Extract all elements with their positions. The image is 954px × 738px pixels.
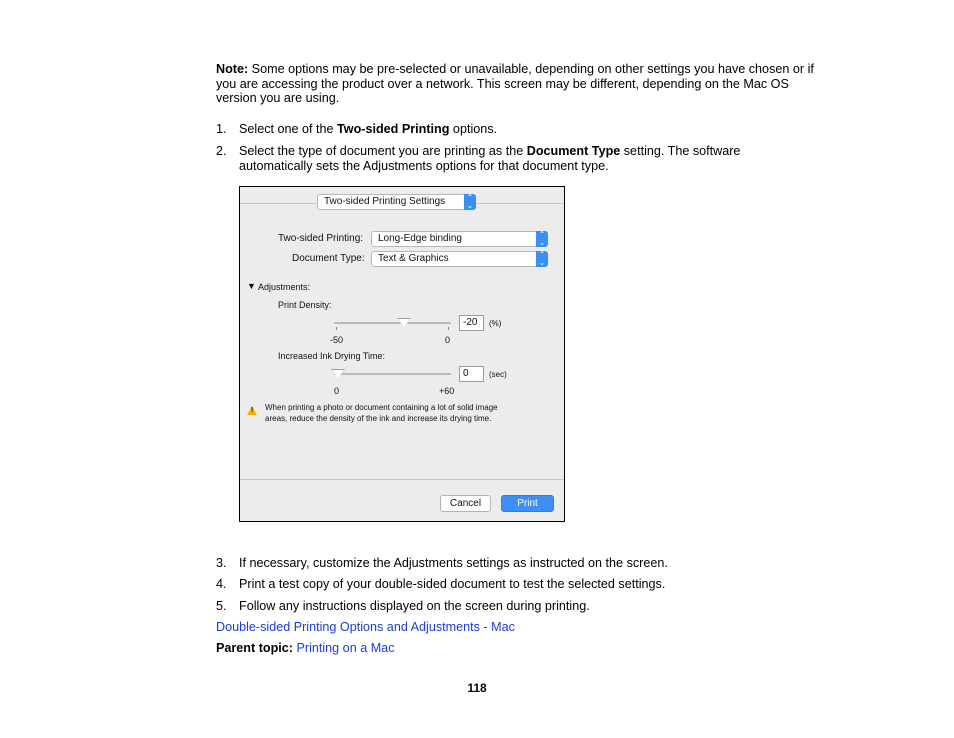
step-number: 2. [216,144,227,158]
drying-time-label: Increased Ink Drying Time: [278,351,386,361]
chevron-updown-icon: ⌃ ⌄ [536,251,548,267]
two-sided-value: Long-Edge binding [378,233,462,244]
drying-time-thumb[interactable] [332,370,344,379]
settings-popup[interactable] [317,194,476,210]
chevron-updown-icon: ⌃ ⌄ [464,194,476,210]
step-text: Print a test copy of your double-sided document to test the selected settings. [239,577,666,591]
related-topic-link[interactable]: Double-sided Printing Options and Adjustments - Mac [216,620,515,634]
step-number: 4. [216,577,227,591]
print-button[interactable]: Print [501,495,554,512]
print-density-thumb[interactable] [398,319,410,328]
step-text [239,122,799,137]
drying-time-unit: (sec) [489,370,507,379]
cancel-button[interactable]: Cancel [440,495,491,512]
step-text-bold: Two-sided Printing [337,122,450,136]
warning-icon-mark: ! [251,407,254,414]
parent-topic-label: Parent topic: [216,641,293,655]
drying-time-max: +60 [439,386,455,396]
document-type-value: Text & Graphics [378,253,449,264]
page-number: 118 [467,681,487,695]
divider [240,479,564,480]
drying-time-field[interactable]: 0 [459,366,484,382]
settings-popup-label: Two-sided Printing Settings [324,196,446,207]
document-type-label: Document Type: [292,253,365,264]
print-dialog-screenshot [239,186,565,522]
step-number: 1. [216,122,227,136]
parent-topic-link[interactable]: Printing on a Mac [296,641,395,655]
two-sided-popup[interactable] [371,231,548,247]
step-number: 5. [216,599,227,613]
document-type-popup[interactable] [371,251,548,267]
chevron-updown-icon: ⌃ ⌄ [536,231,548,247]
tick-mark [336,327,337,330]
drying-time-min: 0 [334,386,340,396]
step-text-bold: Document Type [526,144,621,158]
divider [240,203,316,204]
adjustments-label: Adjustments: [258,282,311,292]
step-number: 3. [216,556,227,570]
note-label: Note: [216,62,249,76]
tick-mark [448,327,449,330]
note-paragraph [216,62,820,106]
divider [476,203,564,204]
step-text: Follow any instructions displayed on the screen during printing. [239,599,590,613]
note-text: Some options may be pre-selected or unavailable, depending on other settings you have chosen or if you are accessing the product over a network. This screen may be different, depending on the Mac OS version you are using. [216,62,814,106]
warning-text-line-1: When printing a photo or document containing a lot of solid image [265,403,498,412]
related-topic [216,620,515,634]
warning-text-line-2: areas, reduce the density of the ink and increase its drying time. [265,414,492,423]
step-text [239,144,769,173]
disclosure-triangle-icon[interactable]: ▼ [247,281,256,291]
step-text-pre: Select the type of document you are printing as the [239,144,527,158]
print-density-label: Print Density: [278,300,332,310]
print-density-unit: (%) [489,319,502,328]
print-density-field[interactable]: -20 [459,315,484,331]
print-density-slider[interactable] [334,322,451,324]
step-text-pre: Select one of the [239,122,338,136]
step-text-post: options. [449,122,498,136]
print-density-min: -50 [330,335,344,345]
two-sided-label: Two-sided Printing: [278,233,364,244]
parent-topic [216,641,395,655]
print-density-max: 0 [445,335,451,345]
drying-time-slider[interactable] [334,373,451,375]
step-text-post: setting. The software automatically sets the Adjustments options for that document type. [239,144,741,173]
step-text: If necessary, customize the Adjustments settings as instructed on the screen. [239,556,668,570]
